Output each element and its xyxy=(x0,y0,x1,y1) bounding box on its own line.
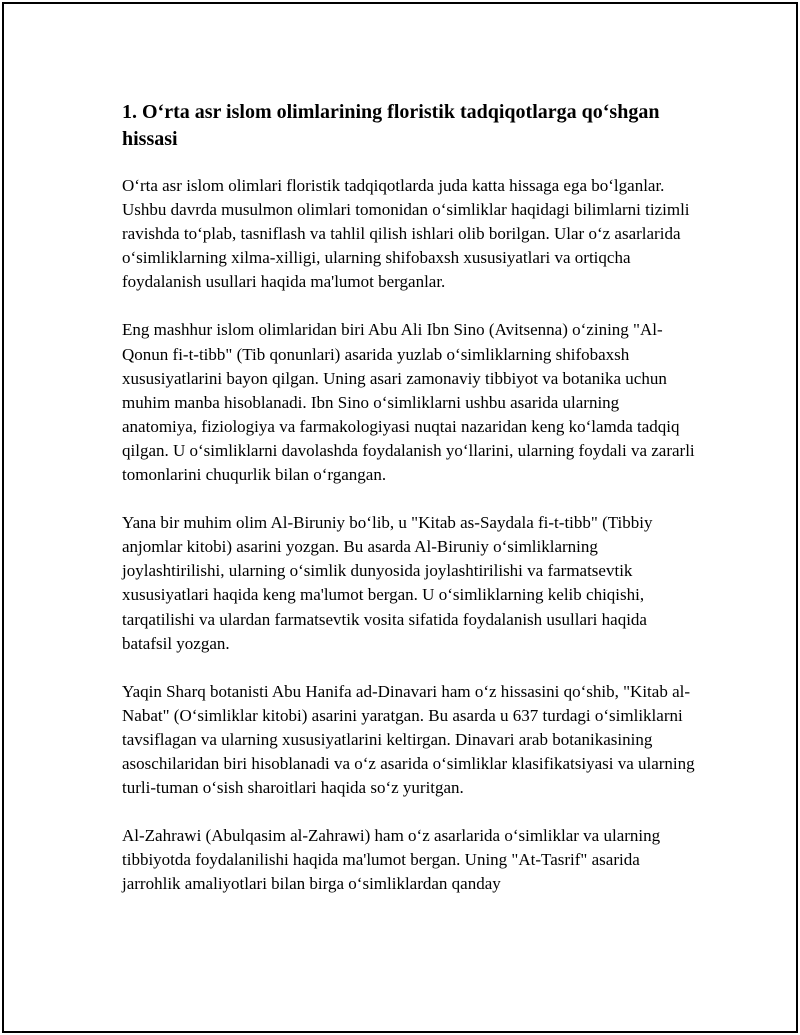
page-frame xyxy=(2,2,798,1033)
paragraph-al-biruniy: Yana bir muhim olim Al-Biruniy bo‘lib, u "Kitab as-Saydala fi-t-tibb" (Tibbiy anjomlar kitobi) asarini yozgan. Bu asarda Al-Biruniy o‘simliklarning joylashtirilishi, ularning o‘simlik dunyosida joylashtirilishi va farmatsevtik xususiyatlari haqida keng ma'lumot bergan. U o‘simliklarning kelib chiqishi, tarqatilishi va ulardan farmatsevtik vosita sifatida foydalanish usullari haqida batafsil yozgan. xyxy=(122,513,653,653)
paragraph-ibn-sino: Eng mashhur islom olimlaridan biri Abu Ali Ibn Sino (Avitsenna) o‘zining "Al-Qonun fi-t-tibb" (Tib qonunlari) asarida yuzlab o‘simliklarning shifobaxsh xususiyatlarini bayon qilgan. Uning asari zamonaviy tibbiyot va botanika uchun muhim manba hisoblanadi. Ibn Sino o‘simliklarni ushbu asarida ularning anatomiya, fiziologiya va farmakologiyasi nuqtai nazaridan keng ko‘lamda tadqiq qilgan. U o‘simliklarni davolashda foydalanish yo‘llarini, ularning foydali va zararli tomonlarini chuqurlik bilan o‘rgangan. xyxy=(122,320,695,485)
paragraph-dinavari: Yaqin Sharq botanisti Abu Hanifa ad-Dinavari ham o‘z hissasini qo‘shib, "Kitab al-Nabat" (O‘simliklar kitobi) asarini yaratgan. Bu asarda u 637 turdagi o‘simliklarni tavsiflagan va ularning xususiyatlarini keltirgan. Dinavari arab botanikasining asoschilaridan biri hisoblanadi va o‘z asarida o‘simliklar klasifikatsiyasi va ularning turli-tuman o‘sish sharoitlari haqida so‘z yuritgan. xyxy=(122,681,695,798)
document-body xyxy=(122,99,697,920)
section-heading: 1. O‘rta asr islom olimlarining floristik tadqiqotlarga qo‘shgan hissasi xyxy=(122,101,660,150)
paragraph-al-zahrawi: Al-Zahrawi (Abulqasim al-Zahrawi) ham o‘z asarlarida o‘simliklar va ularning tibbiyotda foydalanilishi haqida ma'lumot bergan. Uning "At-Tasrif" asarida jarrohlik amaliyotlari bilan birga o‘simliklardan qanday xyxy=(122,826,661,894)
paragraph-intro: O‘rta asr islom olimlari floristik tadqiqotlarda juda katta hissaga ega bo‘lganlar. Ushbu davrda musulmon olimlari tomonidan o‘simliklar haqidagi bilimlarni tizimli ravishda to‘plab, tasniflash va tahlil qilish ishlari olib borilgan. Ular o‘z asarlarida o‘simliklarning xilma-xilligi, ularning shifobaxsh xususiyatlari va ortiqcha foydalanish usullari haqida ma'lumot berganlar. xyxy=(122,176,690,292)
